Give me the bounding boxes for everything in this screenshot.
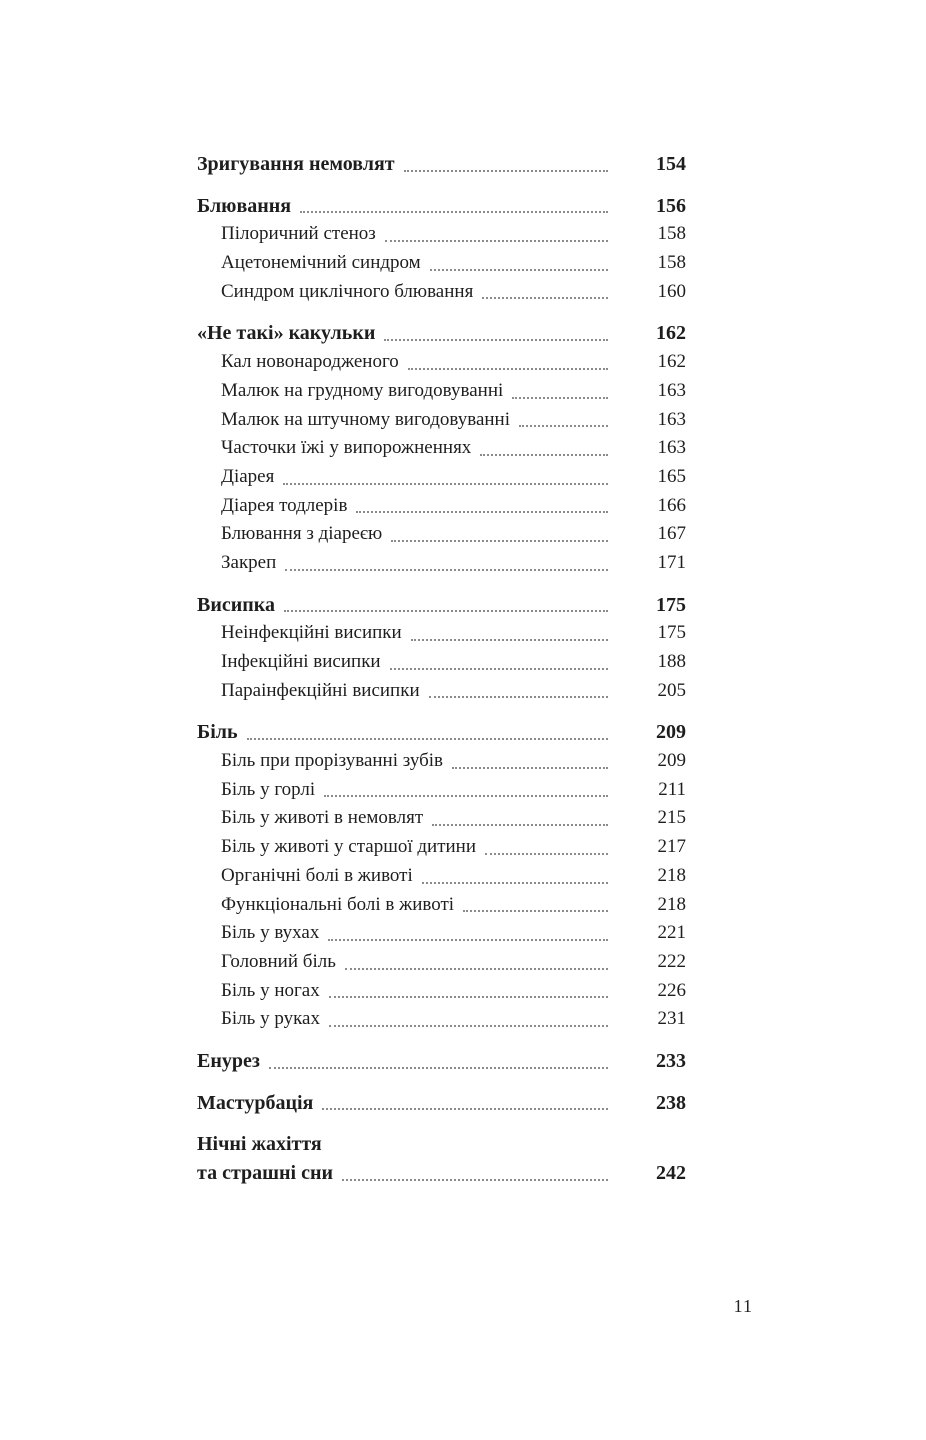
dotted-leader [411, 619, 608, 641]
dotted-leader [324, 776, 608, 798]
dotted-leader [391, 520, 608, 542]
toc-entry-page-number: 222 [657, 950, 686, 972]
toc-entry-label: Часточки їжі у випорожненнях [221, 437, 472, 459]
toc-entry [197, 1130, 686, 1159]
toc-entry-label: Пілоричний стеноз [221, 223, 376, 245]
dotted-leader [512, 377, 608, 399]
dotted-leader [408, 348, 608, 370]
toc-entry-page-number: 209 [657, 750, 686, 772]
dotted-leader [432, 804, 608, 826]
dotted-leader [345, 948, 608, 970]
toc-entry-label: Енурез [197, 1049, 260, 1072]
dotted-leader [482, 278, 608, 300]
toc-entry-label: та страшні сни [197, 1162, 334, 1184]
toc-entry-page-number: 167 [657, 523, 686, 545]
toc-entry-page-number: 171 [657, 551, 686, 573]
toc-entry [197, 948, 686, 977]
toc-entry-page-number: 205 [657, 679, 686, 701]
table-of-contents [197, 150, 686, 1188]
toc-entry-page-number: 242 [656, 1162, 686, 1184]
dotted-leader [463, 891, 608, 913]
toc-entry-label: Параінфекційні висипки [221, 679, 420, 701]
toc-entry [197, 747, 686, 776]
dotted-leader [385, 220, 608, 242]
toc-entry [197, 1005, 686, 1034]
dotted-leader [269, 1047, 608, 1069]
toc-entry [197, 862, 686, 891]
dotted-leader [480, 434, 608, 456]
toc-entry-label: Інфекційні висипки [221, 651, 381, 672]
dotted-leader [322, 1089, 608, 1111]
toc-entry-page-number: 218 [657, 864, 686, 886]
toc-entry-page-number: 175 [657, 622, 686, 644]
toc-entry-page-number: 188 [657, 651, 686, 672]
toc-entry-page-number: 175 [656, 593, 686, 616]
toc-entry [197, 406, 686, 435]
toc-entry-label: Блювання з діареєю [221, 523, 383, 545]
toc-entry [197, 220, 686, 249]
toc-entry-label: «Не такі» какульки [197, 322, 376, 345]
toc-entry-page-number: 217 [657, 836, 686, 858]
toc-entry [197, 1047, 686, 1076]
dotted-leader [342, 1159, 608, 1181]
dotted-leader [247, 718, 608, 740]
toc-entry [197, 463, 686, 492]
toc-entry-label: Малюк на грудному вигодовуванні [221, 379, 504, 401]
toc-entry [197, 591, 686, 620]
dotted-leader [422, 862, 608, 884]
toc-entry-label: Синдром циклічного блювання [221, 280, 474, 302]
toc-entry [197, 619, 686, 648]
toc-entry-page-number: 221 [657, 922, 686, 944]
toc-entry [197, 348, 686, 377]
toc-entry-label: Кал новонародженого [221, 351, 399, 373]
toc-entry-label: Органічні болі в животі [221, 864, 413, 886]
toc-entry-page-number: 215 [657, 807, 686, 829]
toc-entry [197, 919, 686, 948]
toc-entry-page-number: 231 [657, 1008, 686, 1030]
toc-entry-page-number: 165 [657, 465, 686, 487]
toc-entry-page-number: 166 [657, 494, 686, 516]
toc-entry-label: Біль при прорізуванні зубів [221, 750, 444, 772]
dotted-leader [390, 648, 608, 670]
toc-entry [197, 549, 686, 578]
toc-entry [197, 648, 686, 677]
toc-entry-label: Мастурбація [197, 1091, 314, 1114]
toc-entry [197, 377, 686, 406]
toc-entry [197, 977, 686, 1006]
toc-entry-label: Функціональні болі в животі [221, 893, 455, 915]
toc-entry-page-number: 158 [657, 223, 686, 245]
toc-entry-page-number: 163 [657, 408, 686, 430]
dotted-leader [404, 150, 608, 172]
dotted-leader [430, 249, 608, 271]
toc-entry-page-number: 162 [656, 322, 686, 345]
dotted-leader [485, 833, 608, 855]
toc-entry-label: Біль у ногах [221, 979, 320, 1001]
dotted-leader [329, 977, 608, 999]
toc-entry-page-number: 218 [657, 893, 686, 915]
toc-entry [197, 492, 686, 521]
toc-entry-label: Біль у вухах [221, 922, 320, 944]
toc-entry-label: Біль [197, 721, 238, 744]
toc-entry-page-number: 233 [656, 1049, 686, 1072]
toc-entry-label: Неінфекційні висипки [221, 622, 402, 644]
toc-entry [197, 718, 686, 747]
toc-entry-page-number: 154 [656, 153, 686, 175]
toc-entry-label: Біль у животі в немовлят [221, 807, 424, 829]
toc-entry-label: Біль у животі у старшої дитини [221, 836, 477, 858]
toc-entry-label: Біль у горлі [221, 778, 316, 800]
toc-entry-page-number: 209 [656, 721, 686, 744]
page-number: 11 [733, 1296, 753, 1316]
toc-entry [197, 677, 686, 706]
toc-entry [197, 1159, 686, 1188]
toc-entry-page-number: 238 [656, 1091, 686, 1114]
toc-entry [197, 891, 686, 920]
dotted-leader [356, 492, 608, 514]
toc-entry [197, 1089, 686, 1118]
toc-entry [197, 804, 686, 833]
toc-entry-label: Блювання [197, 194, 292, 217]
dotted-leader [452, 747, 608, 769]
dotted-leader [384, 319, 608, 341]
dotted-leader [283, 463, 608, 485]
toc-entry [197, 192, 686, 221]
toc-entry-label: Висипка [197, 593, 276, 616]
dotted-leader [329, 1005, 608, 1027]
toc-entry [197, 520, 686, 549]
toc-entry-page-number: 156 [656, 194, 686, 217]
toc-entry [197, 249, 686, 278]
toc-entry-page-number: 160 [657, 280, 686, 302]
dotted-leader [284, 591, 608, 613]
toc-entry-page-number: 162 [657, 351, 686, 373]
toc-entry [197, 319, 686, 348]
dotted-leader [519, 406, 608, 428]
toc-entry [197, 833, 686, 862]
toc-entry-page-number: 163 [657, 379, 686, 401]
toc-entry-label: Закреп [221, 551, 277, 573]
toc-entry-page-number: 226 [657, 979, 686, 1001]
dotted-leader [328, 919, 608, 941]
toc-entry-label: Біль у руках [221, 1008, 320, 1030]
toc-entry-label: Ацетонемічний синдром [221, 252, 421, 274]
toc-entry [197, 776, 686, 805]
toc-entry [197, 150, 686, 179]
toc-entry-label: Діарея тодлерів [221, 494, 348, 516]
toc-entry-label: Малюк на штучному вигодовуванні [221, 408, 510, 430]
toc-entry-page-number: 211 [658, 778, 686, 800]
toc-entry-page-number: 158 [657, 252, 686, 274]
toc-entry-page-number: 163 [657, 437, 686, 459]
toc-entry-label: Головний біль [221, 950, 336, 972]
dotted-leader [285, 549, 608, 571]
toc-entry-label: Нічні жахіття [197, 1133, 322, 1156]
toc-entry [197, 278, 686, 307]
toc-entry [197, 434, 686, 463]
toc-entry-label: Діарея [221, 465, 275, 487]
dotted-leader [300, 192, 608, 214]
toc-entry-label: Зригування немовлят [197, 153, 395, 175]
dotted-leader [429, 677, 608, 699]
